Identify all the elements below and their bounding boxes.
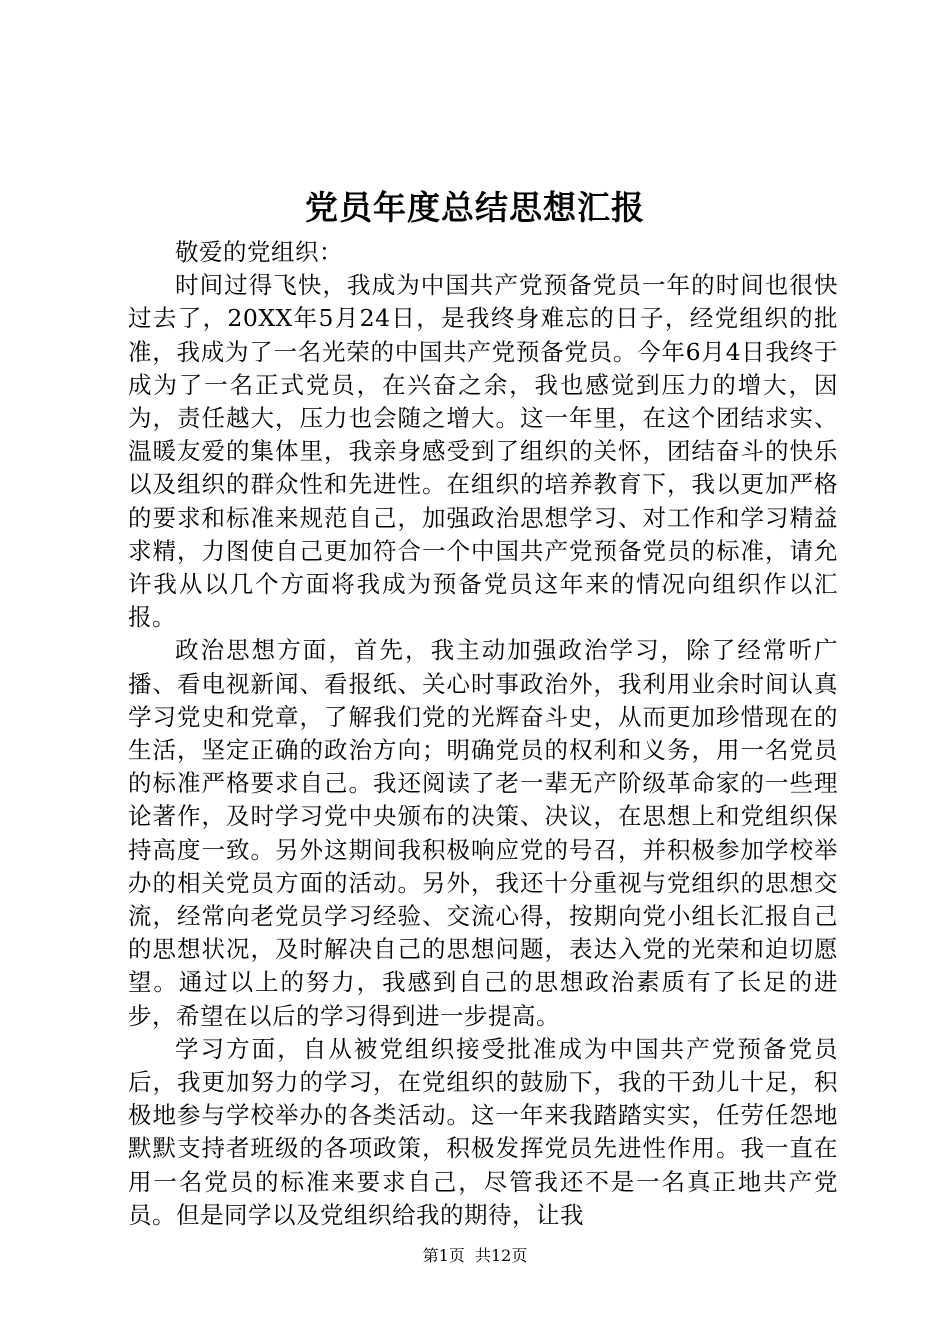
document-body <box>128 236 838 1232</box>
document-title: 党员年度总结思想汇报 <box>305 188 645 227</box>
page-footer <box>0 1244 950 1268</box>
paragraph-study: 学习方面，自从被党组织接受批准成为中国共产党预备党员后，我更加努力的学习，在党组织的鼓励下，我的干劲儿十足，积极地参与学校举办的各类活动。这一年来我踏踏实实，任劳任怨地默默支持者班级的各项政策，积极发挥党员先进性作用。我一直在用一名党员的标准来要求自己，尽管我还不是一名真正地共产党员。但是同学以及党组织给我的期待，让我 <box>128 1034 838 1229</box>
salutation: 敬爱的党组织： <box>175 238 343 266</box>
paragraph-political: 政治思想方面，首先，我主动加强政治学习，除了经常听广播、看电视新闻、看报纸、关心时事政治外，我利用业余时间认真学习党史和党章，了解我们党的光辉奋斗史，从而更加珍惜现在的生活，坚定正确的政治方向；明确党员的权利和义务，用一名党员的标准严格要求自己。我还阅读了老一辈无产阶级革命家的一些理论著作，及时学习党中央颁布的决策、决议，在思想上和党组织保持高度一致。另外这期间我积极响应党的号召，并积极参加学校举办的相关党员方面的活动。另外，我还十分重视与党组织的思想交流，经常向老党员学习经验、交流心得，按期向党小组长汇报自己的思想状况，及时解决自己的思想问题，表达入党的光荣和迫切愿望。通过以上的努力，我感到自己的思想政治素质有了长足的进步，希望在以后的学习得到进一步提高。 <box>128 636 838 1030</box>
paragraph-intro: 时间过得飞快，我成为中国共产党预备党员一年的时间也很快过去了，20XX年5月24日，是我终身难忘的日子，经党组织的批准，我成为了一名光荣的中国共产党预备党员。今年6月4日我终于成为了一名正式党员，在兴奋之余，我也感觉到压力的增大，因为，责任越大，压力也会随之增大。这一年里，在这个团结求实、温暖友爱的集体里，我亲身感受到了组织的关怀，团结奋斗的快乐以及组织的群众性和先进性。在组织的培养教育下，我以更加严格的要求和标准来规范自己，加强政治思想学习、对工作和学习精益求精，力图使自己更加符合一个中国共产党预备党员的标准，请允许我从以几个方面将我成为预备党员这年来的情况向组织作以汇报。 <box>128 271 838 632</box>
page-number: 第1页 共12页 <box>422 1246 528 1265</box>
